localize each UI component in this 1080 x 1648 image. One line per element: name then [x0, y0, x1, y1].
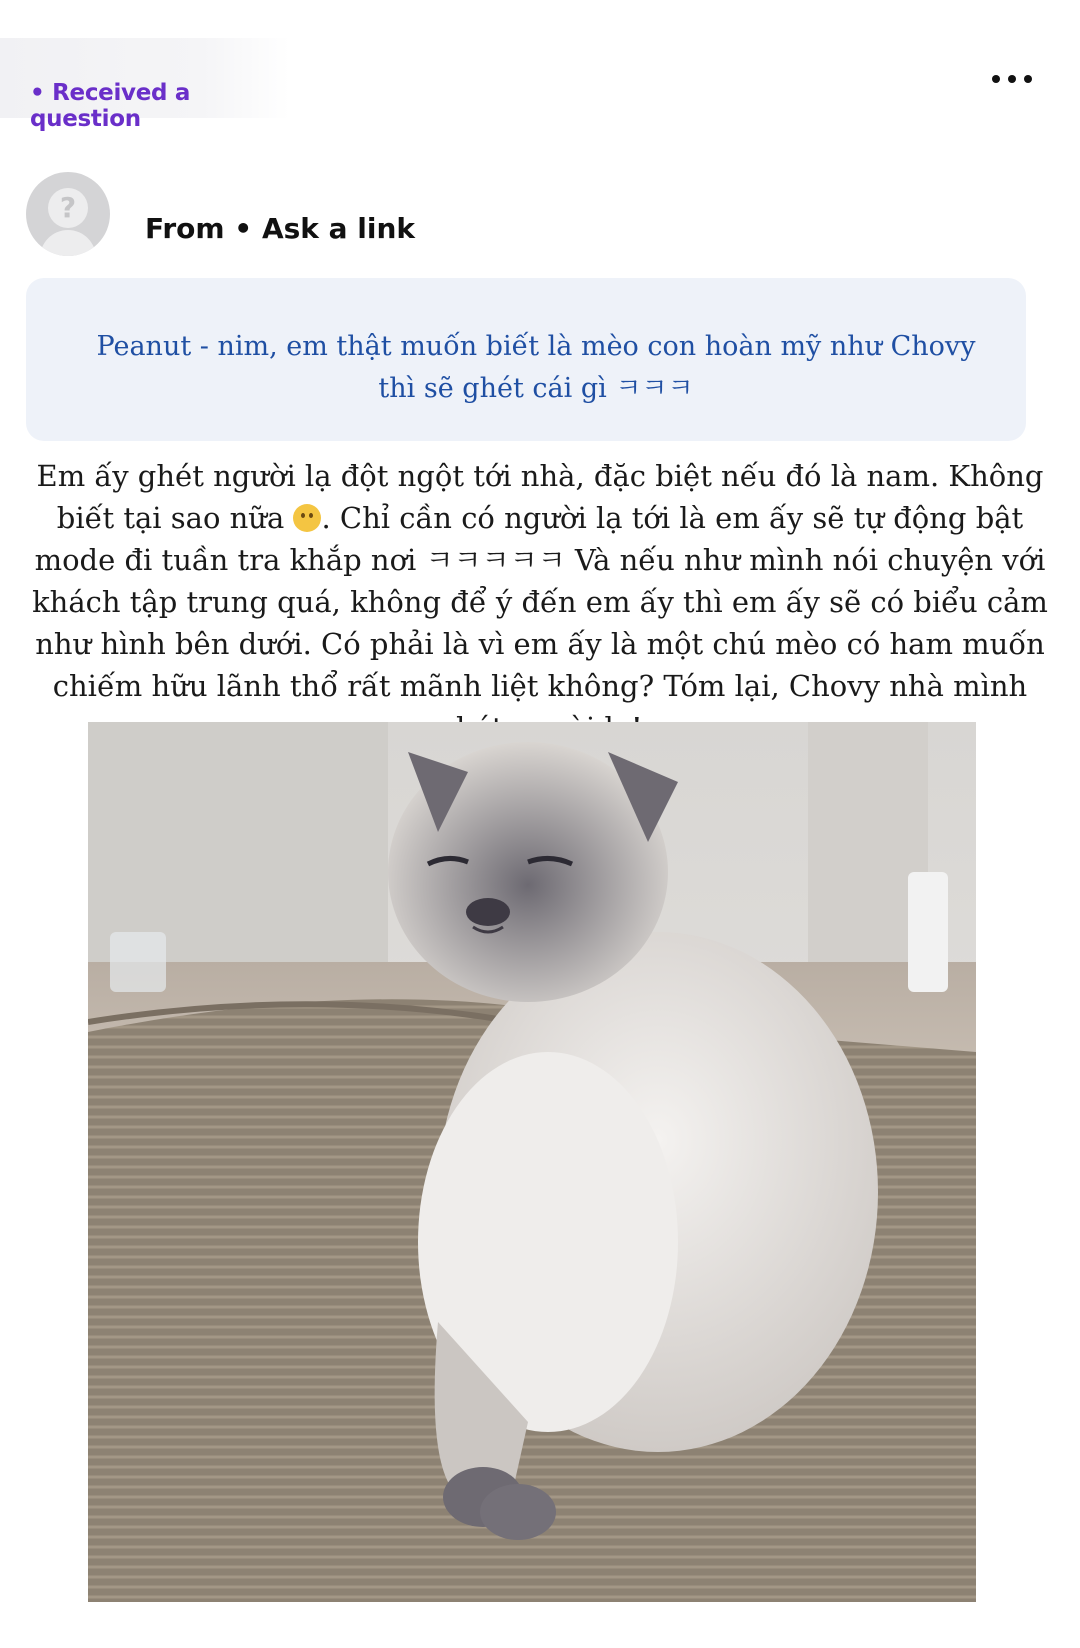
received-question-label: • Received a question: [30, 80, 191, 132]
received-question-tag: [0, 38, 290, 132]
answer-text: [30, 455, 1050, 749]
from-label: From • Ask a link: [145, 212, 416, 245]
answer-text-part1: Em ấy ghét người lạ đột ngột tới nhà, đặc biệt nếu đó là nam. Không biết tại sao nữa: [36, 459, 1044, 535]
question-text: Peanut - nim, em thật muốn biết là mèo con hoàn mỹ như Chovy thì sẽ ghét cái gì ㅋㅋㅋ: [96, 331, 976, 404]
answer-text-part2: . Chỉ cần có người lạ tới là em ấy sẽ tự động bật mode đi tuần tra khắp nơi ㅋㅋㅋㅋㅋ Và nếu như mình nói chuyện với khách tập trung quá, không để ý đến em ấy thì em ấy sẽ có biểu cảm như hình bên dưới. Có phải là vì em ấy là một chú mèo có ham muốn chiếm hữu lãnh thổ rất mãnh liệt không? Tóm lại, Chovy nhà mình: [32, 501, 1048, 703]
more-options-icon[interactable]: [992, 68, 1032, 90]
question-card: [26, 278, 1026, 441]
thinking-face-icon: [293, 504, 321, 532]
cat-photo-illustration: [88, 722, 976, 1602]
cat-photo: [88, 722, 976, 1602]
anonymous-avatar-icon: ?: [26, 172, 110, 256]
